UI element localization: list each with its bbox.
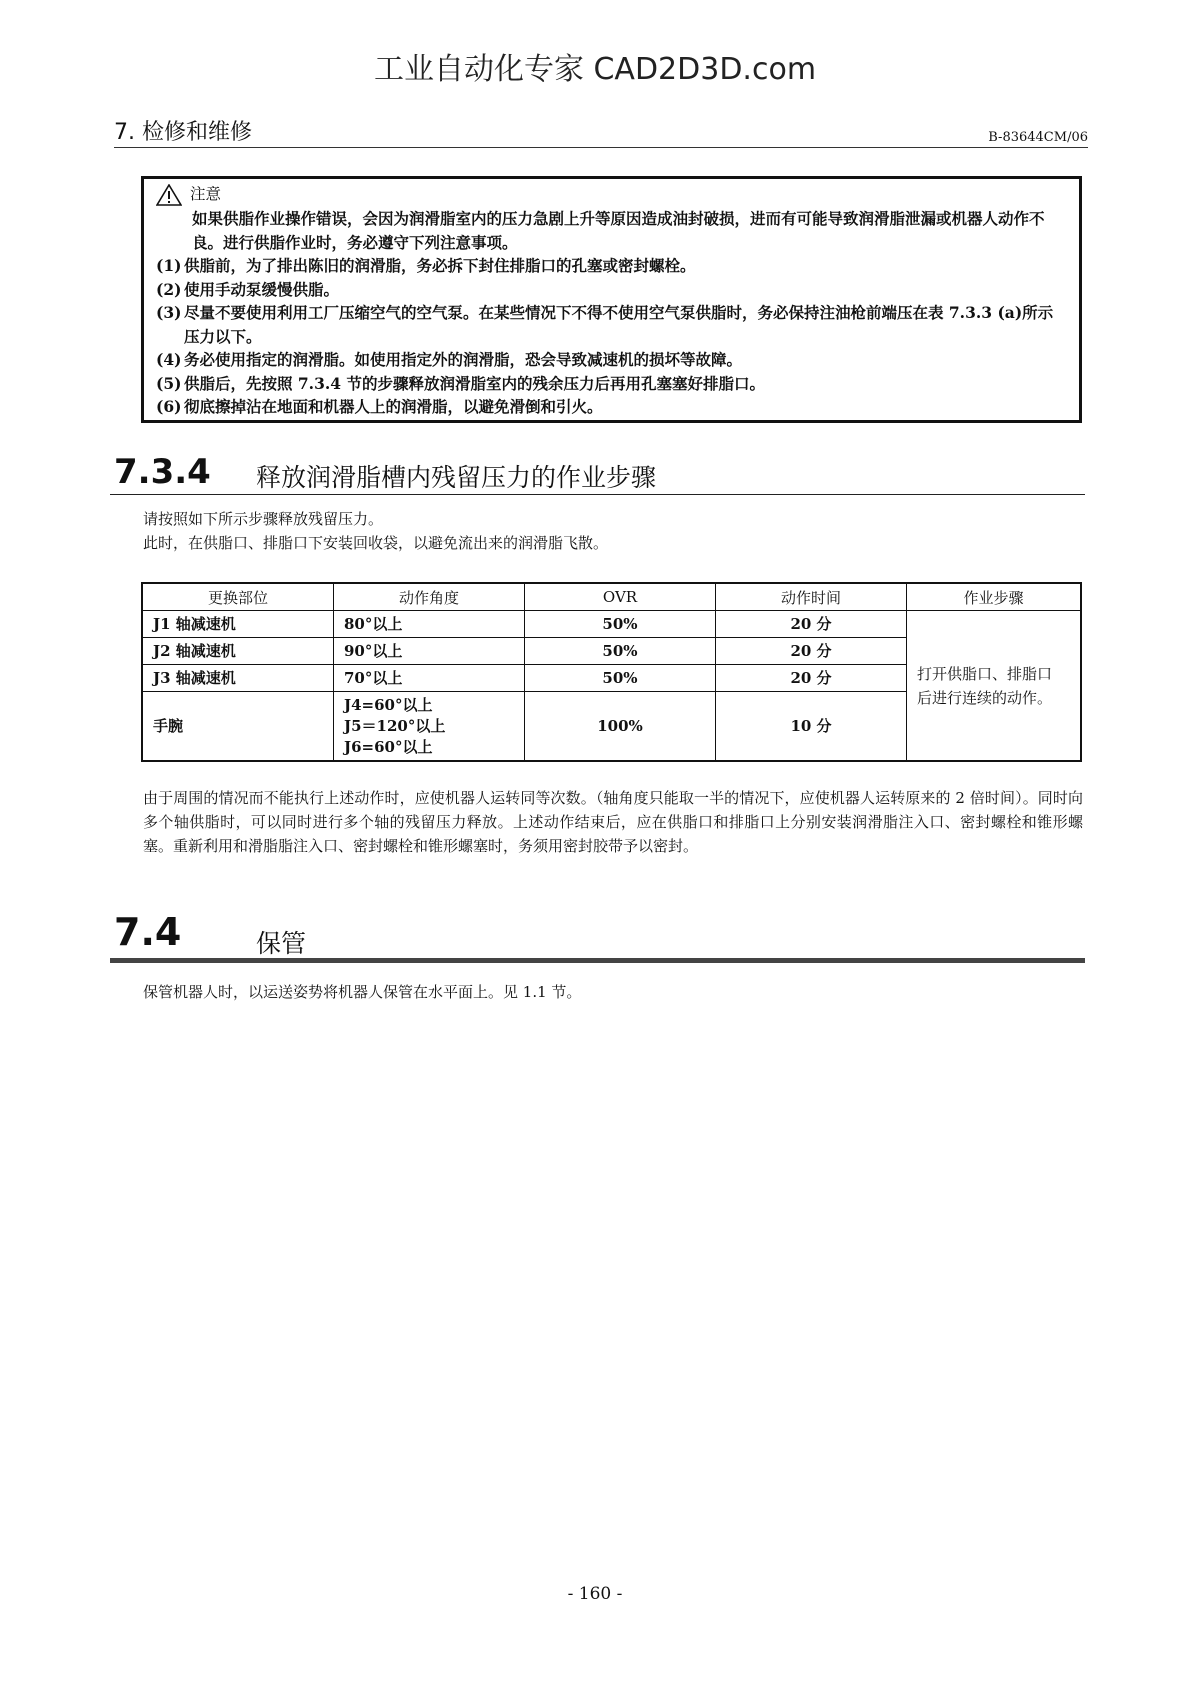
procedure-cell bbox=[907, 611, 1082, 762]
caution-item bbox=[156, 348, 1067, 372]
caution-item-text: 尽量不要使用利用工厂压缩空气的空气泵。在某些情况下不得不使用空气泵供脂时，务必保持注油枪前端压在表 7.3.3 (a)所示压力以下。 bbox=[184, 303, 1054, 346]
part-cell: 手腕 bbox=[142, 691, 334, 761]
page-number: - 160 - bbox=[567, 1584, 623, 1604]
intro-line: 此时，在供脂口、排脂口下安装回收袋，以避免流出来的润滑脂飞散。 bbox=[143, 534, 609, 552]
angle-cell: 80°以上 bbox=[334, 611, 525, 638]
caution-item-number: (6) bbox=[156, 397, 182, 416]
caution-item-number: (3) bbox=[156, 303, 182, 322]
section-number: 7.4 bbox=[114, 910, 182, 954]
caution-item bbox=[156, 372, 1067, 396]
time-cell: 20 分 bbox=[716, 611, 907, 638]
angle-cell bbox=[334, 691, 525, 761]
angle-cell: 90°以上 bbox=[334, 637, 525, 664]
caution-item bbox=[156, 278, 1067, 302]
caution-intro: 如果供脂作业操作错误，会因为润滑脂室内的压力急剧上升等原因造成油封破损，进而有可能导致润滑脂泄漏或机器人动作不良。进行供脂作业时，务必遵守下列注意事项。 bbox=[192, 209, 1045, 252]
section-heading-7-3-4 bbox=[110, 452, 1085, 495]
ovr-cell: 50% bbox=[525, 637, 716, 664]
section-title: 保管 bbox=[256, 929, 307, 958]
caution-item bbox=[156, 395, 1067, 419]
caution-item-text: 使用手动泵缓慢供脂。 bbox=[184, 279, 340, 299]
caution-item-number: (5) bbox=[156, 373, 182, 393]
table-header-row bbox=[142, 583, 1081, 611]
section-title: 释放润滑脂槽内残留压力的作业步骤 bbox=[256, 463, 657, 492]
angle-cell: 70°以上 bbox=[334, 664, 525, 691]
part-cell: J2 轴减速机 bbox=[142, 637, 334, 664]
time-cell: 20 分 bbox=[716, 637, 907, 664]
procedure-line: 打开供脂口、排脂口 bbox=[917, 664, 1053, 683]
caution-item-text: 供脂前，为了排出陈旧的润滑脂，务必拆下封住排脂口的孔塞或密封螺栓。 bbox=[184, 256, 696, 275]
caution-item bbox=[156, 301, 1067, 348]
caution-item bbox=[156, 254, 1067, 278]
section-heading-7-4 bbox=[110, 908, 1085, 963]
caution-item-number: (2) bbox=[156, 279, 182, 299]
part-cell: J3 轴减速机 bbox=[142, 664, 334, 691]
procedure-line: 后进行连续的动作。 bbox=[917, 688, 1053, 707]
chapter-title: 7. 检修和维修 bbox=[114, 120, 252, 145]
caution-item-number: (1) bbox=[156, 256, 182, 275]
table-row bbox=[142, 611, 1081, 638]
section-intro bbox=[143, 507, 608, 555]
after-table-paragraph: 由于周围的情况而不能执行上述动作时，应使机器人运转同等次数。（轴角度只能取一半的情况下，应使机器人运转原来的 2 倍时间）。同时向多个轴供脂时，可以同时进行多个轴的残留压力释放。上述动作结束后，应在供脂口和排脂口上分别安装润滑脂注入口、密封螺栓和锥形螺塞。重新利用和滑脂脂注入口、密封螺栓和锥形螺塞时，务须用密封胶带予以密封。 bbox=[143, 789, 1083, 855]
time-cell: 20 分 bbox=[716, 664, 907, 691]
ovr-cell: 50% bbox=[525, 664, 716, 691]
pressure-release-table bbox=[141, 582, 1082, 762]
column-header: OVR bbox=[525, 583, 716, 611]
section-number: 7.3.4 bbox=[114, 452, 211, 492]
column-header: 作业步骤 bbox=[907, 583, 1082, 611]
caution-box bbox=[141, 176, 1082, 423]
ovr-cell: 100% bbox=[525, 691, 716, 761]
caution-item-text: 供脂后，先按照 7.3.4 节的步骤释放润滑脂室内的残余压力后再用孔塞塞好排脂口。 bbox=[184, 373, 765, 393]
angle-line: J4=60°以上 bbox=[344, 696, 433, 715]
ovr-cell: 50% bbox=[525, 611, 716, 638]
column-header: 更换部位 bbox=[142, 583, 334, 611]
caution-item-text: 彻底擦掉沾在地面和机器人上的润滑脂，以避免滑倒和引火。 bbox=[184, 397, 603, 416]
angle-line: J6=60°以上 bbox=[344, 738, 433, 757]
column-header: 动作时间 bbox=[716, 583, 907, 611]
warning-triangle-icon bbox=[156, 184, 182, 206]
time-cell: 10 分 bbox=[716, 691, 907, 761]
caution-item-number: (4) bbox=[156, 350, 182, 369]
caution-title: 注意 bbox=[190, 185, 222, 204]
running-header bbox=[114, 121, 1088, 148]
watermark-text: 工业自动化专家 CAD2D3D.com bbox=[373, 52, 817, 87]
column-header: 动作角度 bbox=[334, 583, 525, 611]
caution-item-text: 务必使用指定的润滑脂。如使用指定外的润滑脂，恐会导致减速机的损坏等故障。 bbox=[184, 350, 743, 369]
part-cell: J1 轴减速机 bbox=[142, 611, 334, 638]
storage-paragraph: 保管机器人时，以运送姿势将机器人保管在水平面上。见 1.1 节。 bbox=[143, 983, 582, 1001]
intro-line: 请按照如下所示步骤释放残留压力。 bbox=[143, 510, 384, 528]
angle-line: J5＝120°以上 bbox=[344, 717, 446, 736]
caution-header bbox=[156, 183, 1067, 207]
document-number: B-83644CM/06 bbox=[988, 130, 1088, 145]
